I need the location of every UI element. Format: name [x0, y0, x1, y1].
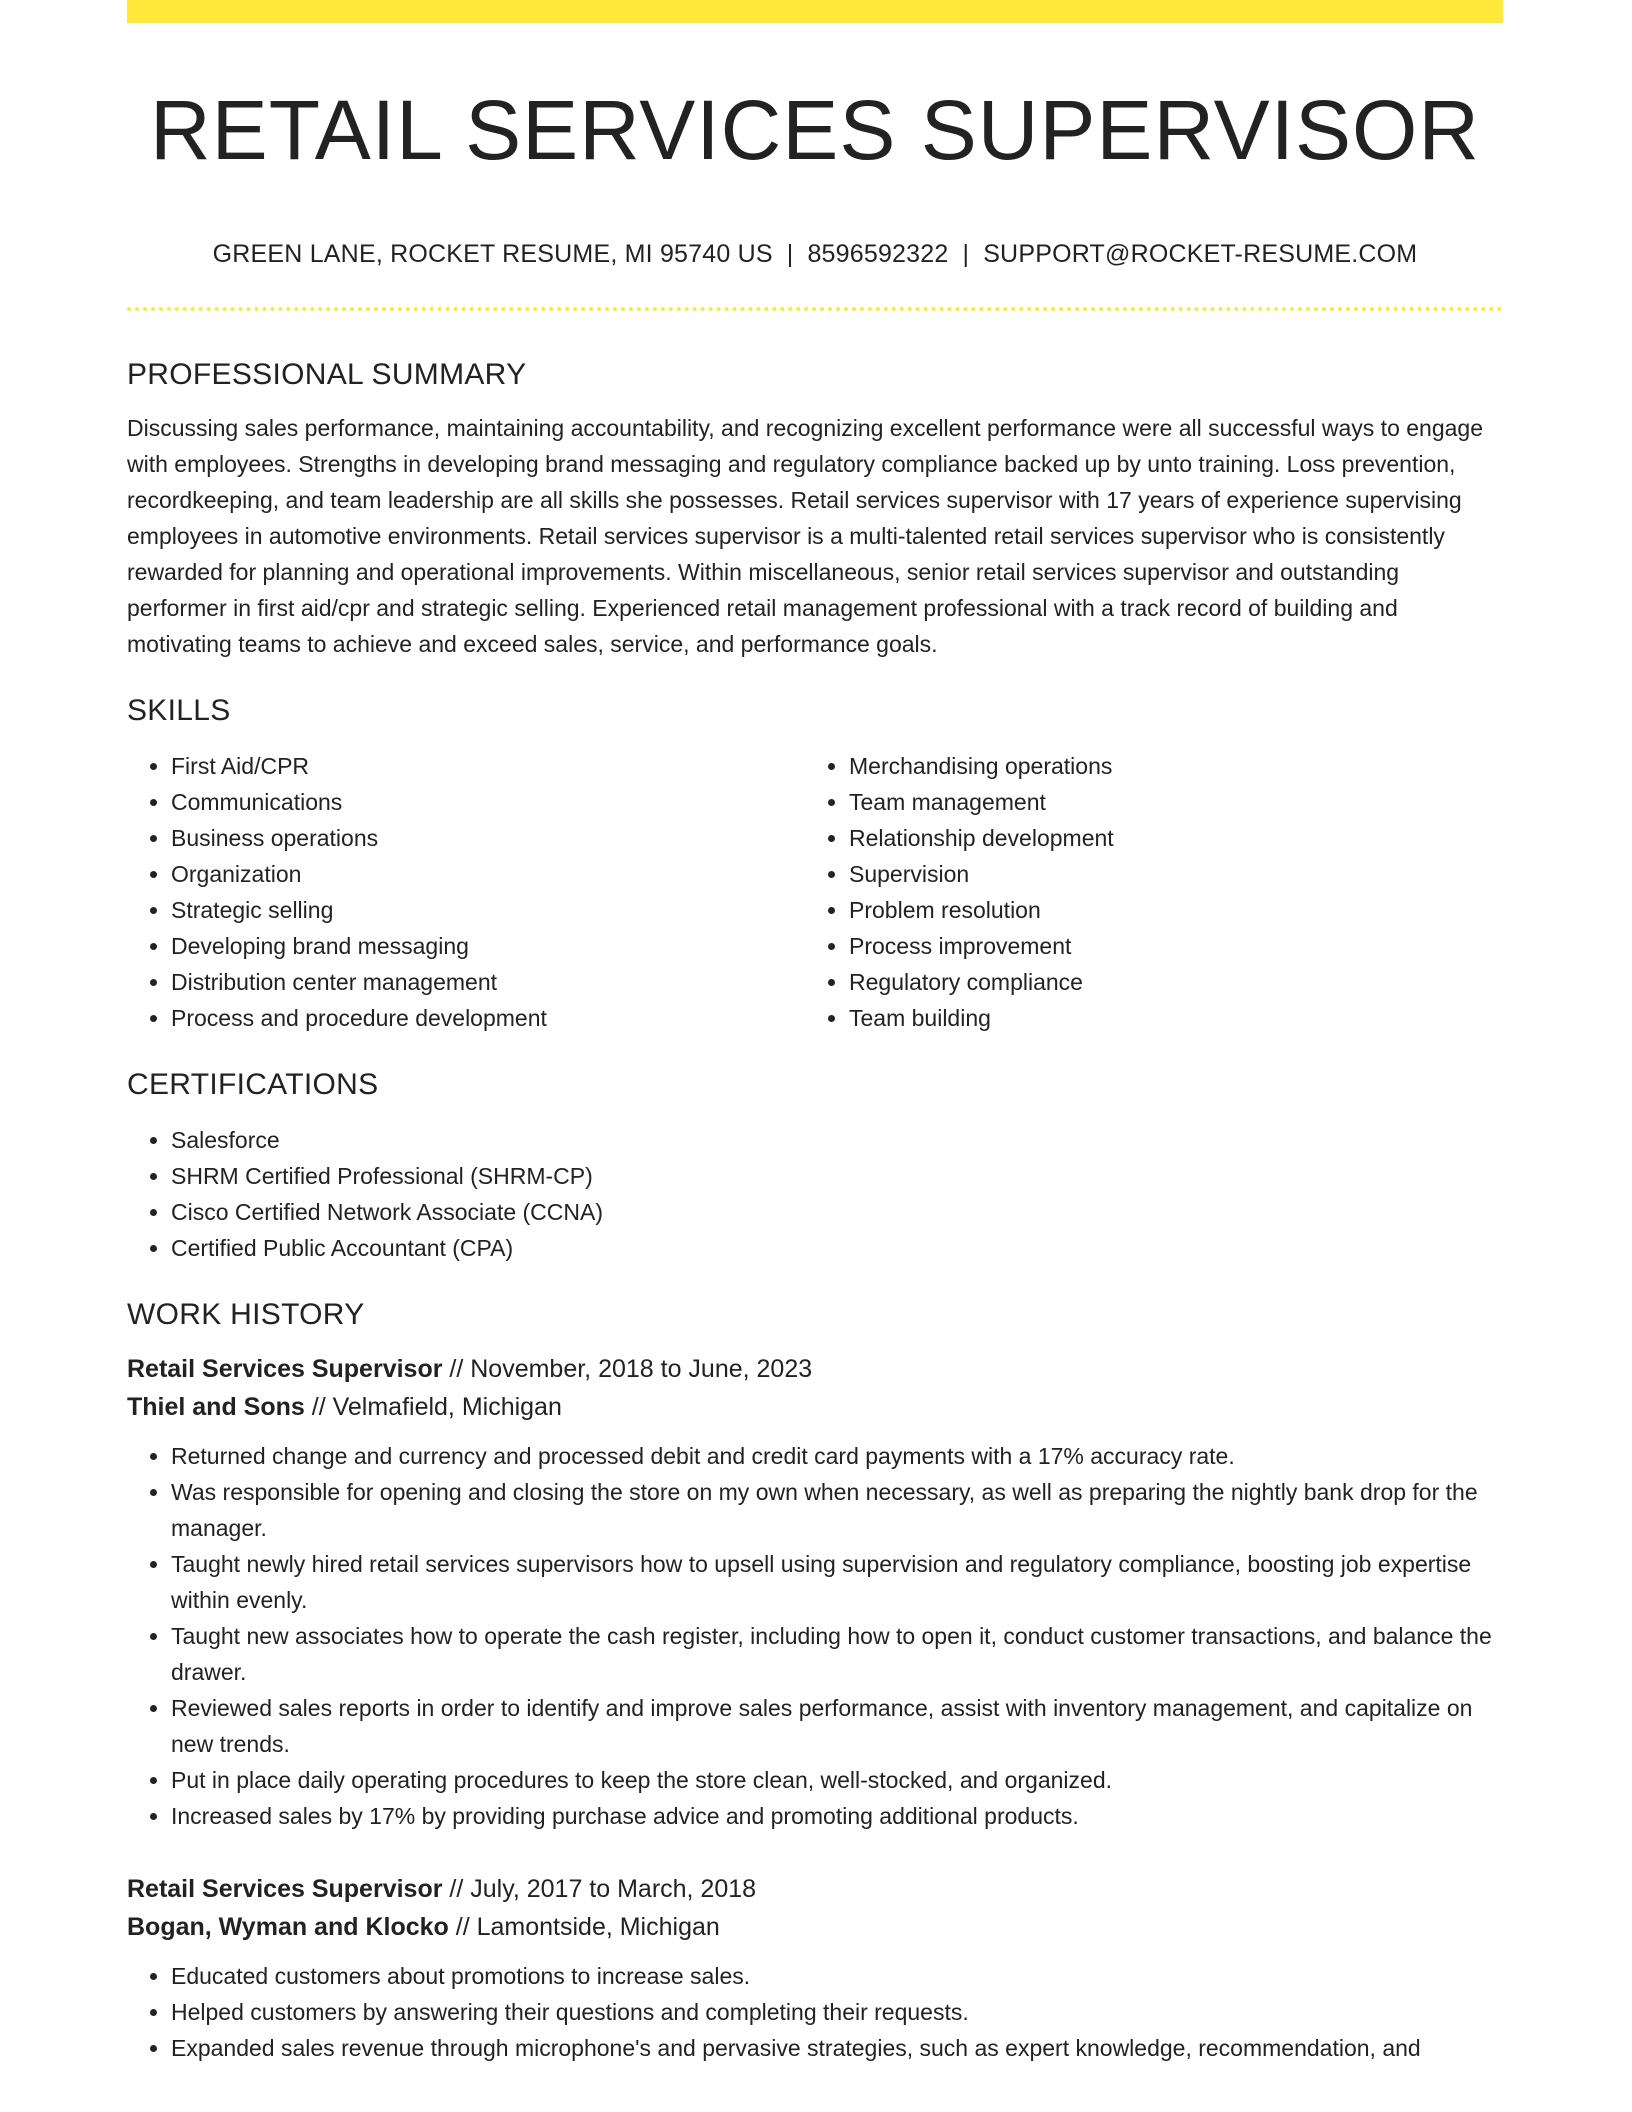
contact-email: SUPPORT@ROCKET-RESUME.COM	[983, 240, 1418, 268]
skills-section	[127, 686, 1503, 1036]
job-dates: // July, 2017 to March, 2018	[442, 1875, 757, 1903]
work-history-heading: WORK HISTORY	[127, 1298, 365, 1331]
dotted-divider	[127, 307, 1503, 311]
job-bullet: • Returned change and currency and processed debit and credit card payments with a 17% accuracy rate.	[171, 1438, 1503, 1474]
contact-line	[127, 236, 1503, 272]
skill-item: • Regulatory compliance	[849, 964, 1483, 1000]
skill-item: • Supervision	[849, 856, 1483, 892]
job-location: // Velmafield, Michigan	[304, 1393, 562, 1421]
certification-item: • Salesforce	[171, 1122, 1503, 1158]
contact-separator: |	[786, 240, 794, 268]
skills-list-left	[127, 748, 805, 1036]
certification-item: • Cisco Certified Network Associate (CCNA)	[171, 1194, 1503, 1230]
job-company: Thiel and Sons	[127, 1393, 305, 1421]
skills-list-right	[805, 748, 1483, 1036]
job-entry	[127, 1350, 1503, 1834]
skill-item: • Strategic selling	[171, 892, 805, 928]
contact-phone: 8596592322	[807, 240, 949, 268]
skill-item: • Team management	[849, 784, 1483, 820]
job-bullet: • Was responsible for opening and closing the store on my own when necessary, as well as preparing the nightly bank drop for the manager.	[171, 1474, 1503, 1546]
job-company: Bogan, Wyman and Klocko	[127, 1913, 449, 1941]
job-bullets	[127, 1958, 1503, 2066]
job-bullet: • Increased sales by 17% by providing purchase advice and promoting additional products.	[171, 1798, 1503, 1834]
job-entry	[127, 1870, 1503, 2066]
job-title-line	[127, 1350, 1503, 1388]
job-title: Retail Services Supervisor	[127, 1875, 443, 1903]
skill-item: • Process and procedure development	[171, 1000, 805, 1036]
job-bullet: • Put in place daily operating procedures to keep the store clean, well-stocked, and organized.	[171, 1762, 1503, 1798]
skill-item: • Organization	[171, 856, 805, 892]
skill-item: • Communications	[171, 784, 805, 820]
summary-heading: PROFESSIONAL SUMMARY	[127, 358, 527, 391]
skills-columns	[127, 748, 1503, 1036]
skill-item: • Business operations	[171, 820, 805, 856]
job-bullet: • Educated customers about promotions to increase sales.	[171, 1958, 1503, 1994]
certifications-list	[127, 1122, 1503, 1266]
job-location: // Lamontside, Michigan	[448, 1913, 720, 1941]
skills-column-right	[805, 748, 1483, 1036]
skill-item: • Problem resolution	[849, 892, 1483, 928]
skill-item: • First Aid/CPR	[171, 748, 805, 784]
skill-item: • Merchandising operations	[849, 748, 1483, 784]
job-title-line	[127, 1870, 1503, 1908]
certifications-heading: CERTIFICATIONS	[127, 1068, 379, 1101]
resume-content	[127, 350, 1503, 2066]
job-bullet: • Reviewed sales reports in order to identify and improve sales performance, assist with inventory management, and capitalize on new trends.	[171, 1690, 1503, 1762]
job-dates: // November, 2018 to June, 2023	[442, 1355, 813, 1383]
page-title: RETAIL SERVICES SUPERVISOR	[150, 83, 1480, 177]
job-bullet: • Taught newly hired retail services supervisors how to upsell using supervision and regulatory compliance, boosting job expertise within evenly.	[171, 1546, 1503, 1618]
contact-separator: |	[962, 240, 970, 268]
skill-item: • Relationship development	[849, 820, 1483, 856]
work-history-section	[127, 1290, 1503, 2066]
job-bullet: • Taught new associates how to operate the cash register, including how to open it, conduct customer transactions, and balance the drawer.	[171, 1618, 1503, 1690]
job-company-line	[127, 1908, 1503, 1946]
skill-item: • Developing brand messaging	[171, 928, 805, 964]
skills-heading: SKILLS	[127, 694, 231, 727]
skill-item: • Distribution center management	[171, 964, 805, 1000]
summary-text: Discussing sales performance, maintaining accountability, and recognizing excellent performance were all successful ways to engage with employees. Strengths in developing brand messaging and regulatory compliance backed up by unto training. Loss prevention, recordkeeping, and team leadership are all skills she possesses. Retail services supervisor with 17 years of experience supervising employees in automotive environments. Retail services supervisor is a multi-talented retail services supervisor who is consistently rewarded for planning and operational improvements. Within miscellaneous, senior retail services supervisor and outstanding performer in first aid/cpr and strategic selling. Experienced retail management professional with a track record of building and motivating teams to achieve and exceed sales, service, and performance goals.	[127, 415, 1484, 657]
job-bullet: • Expanded sales revenue through microphone's and pervasive strategies, such as expert knowledge, recommendation, and	[171, 2030, 1503, 2066]
skills-column-left	[127, 748, 805, 1036]
accent-bar	[127, 0, 1503, 23]
job-company-line	[127, 1388, 1503, 1426]
skill-item: • Team building	[849, 1000, 1483, 1036]
contact-address: GREEN LANE, ROCKET RESUME, MI 95740 US	[212, 240, 773, 268]
job-bullet: • Helped customers by answering their questions and completing their requests.	[171, 1994, 1503, 2030]
certification-item: • Certified Public Accountant (CPA)	[171, 1230, 1503, 1266]
job-title: Retail Services Supervisor	[127, 1355, 443, 1383]
summary-section	[127, 350, 1503, 662]
skill-item: • Process improvement	[849, 928, 1483, 964]
job-bullets	[127, 1438, 1503, 1834]
certifications-section	[127, 1060, 1503, 1266]
certification-item: • SHRM Certified Professional (SHRM-CP)	[171, 1158, 1503, 1194]
